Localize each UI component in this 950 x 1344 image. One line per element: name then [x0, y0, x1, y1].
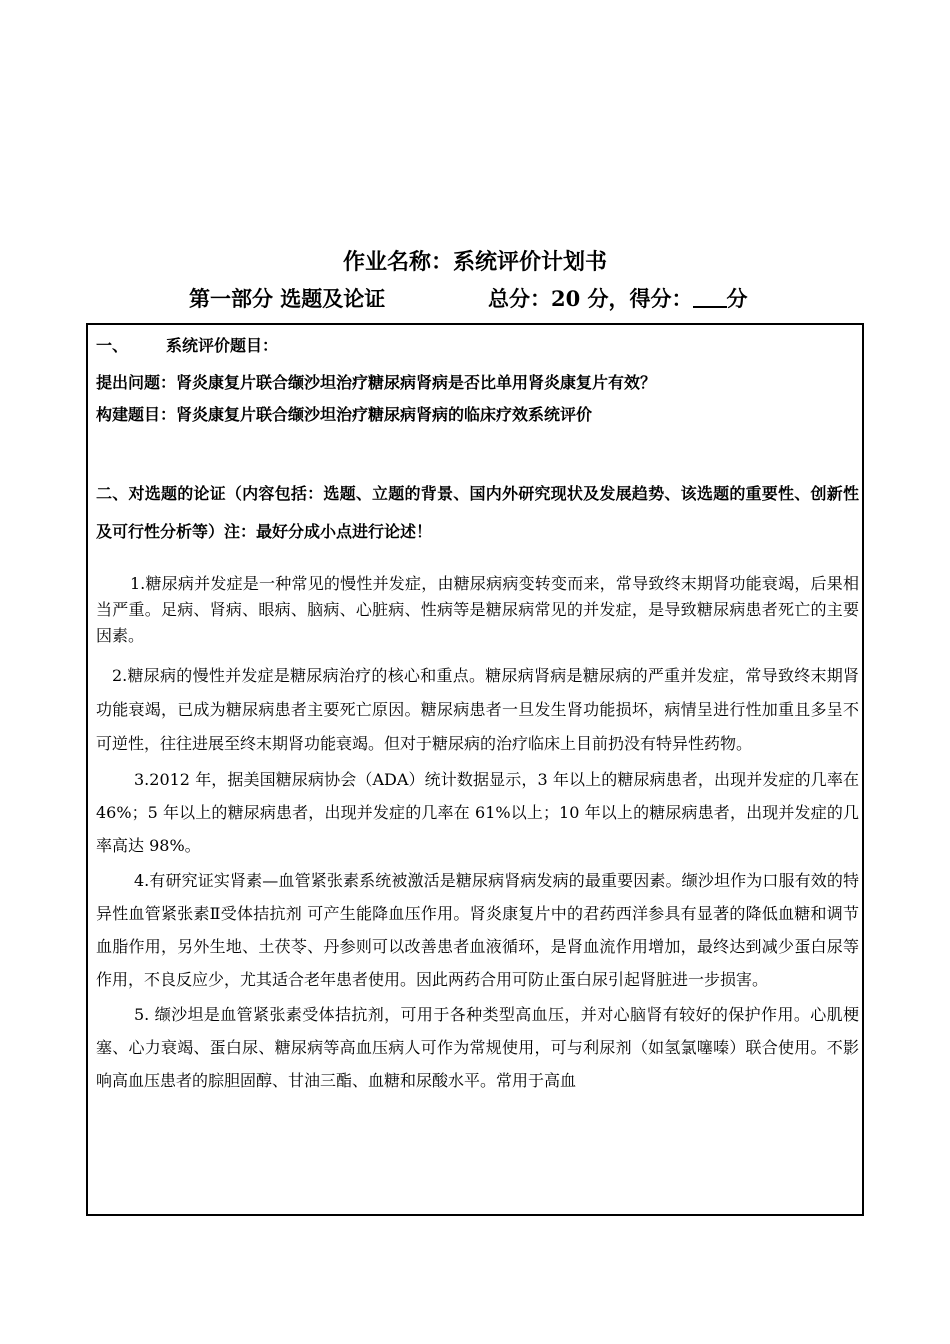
score-blank	[693, 284, 727, 308]
score-line	[488, 282, 748, 316]
score-suffix: 分	[726, 286, 748, 311]
research-question: 提出问题：肾炎康复片联合缬沙坦治疗糖尿病肾病是否比单用肾炎康复片有效？	[96, 373, 657, 392]
document-subtitle	[189, 282, 849, 316]
section2-heading: 二、对选题的论证（内容包括：选题、立题的背景、国内外研究现状及发展趋势、该选题的重要性、创新性及可行性分析等）注：最好分成小点进行论述！	[96, 484, 859, 541]
section1-heading	[96, 331, 859, 361]
section1-number: 一、	[96, 336, 129, 355]
research-topic: 构建题目：肾炎康复片联合缬沙坦治疗糖尿病肾病的临床疗效系统评价	[96, 405, 593, 424]
content-box	[86, 323, 864, 1216]
document-title: 作业名称：系统评价计划书	[342, 249, 607, 275]
part-label: 第一部分 选题及论证	[189, 286, 386, 311]
section1-label: 系统评价题目：	[166, 336, 279, 355]
score-prefix: 总分：20 分，得分：	[488, 286, 693, 311]
paragraph-3: 3.2012 年，据美国糖尿病协会（ADA）统计数据显示，3 年以上的糖尿病患者，出现并发症的几率在 46%；5 年以上的糖尿病患者，出现并发症的几率在 61%以上；10 年以上的糖尿病患者，出现并发症的几率高达 98%。	[96, 770, 859, 855]
paragraph-1: 1.糖尿病并发症是一种常见的慢性并发症，由糖尿病病变转变而来，常导致终末期肾功能衰竭，后果相当严重。足病、肾病、眼病、脑病、心脏病、性病等是糖尿病常见的并发症，是导致糖尿病患者死亡的主要因素。	[96, 574, 859, 645]
paragraph-2: 2.糖尿病的慢性并发症是糖尿病治疗的核心和重点。糖尿病肾病是糖尿病的严重并发症，常导致终末期肾功能衰竭，已成为糖尿病患者主要死亡原因。糖尿病患者一旦发生肾功能损坏，病情呈进行性加重且多呈不可逆性，往往进展至终末期肾功能衰竭。但对于糖尿病的治疗临床上目前扔没有特异性药物。	[96, 666, 859, 753]
paragraph-5: 5. 缬沙坦是血管紧张素受体拮抗剂，可用于各种类型高血压，并对心脑肾有较好的保护作用。心肌梗塞、心力衰竭、蛋白尿、糖尿病等高血压病人可作为常规使用，可与利尿剂（如氢氯噻嗪）联合使用。不影响高血压患者的腙胆固醇、甘油三酯、血糖和尿酸水平。常用于高血	[96, 1005, 859, 1090]
content-inner	[96, 331, 859, 1097]
paragraph-4: 4.有研究证实肾素—血管紧张素系统被激活是糖尿病肾病发病的最重要因素。缬沙坦作为口服有效的特异性血管紧张素Ⅱ受体拮抗剂 可产生能降血压作用。肾炎康复片中的君药西洋参具有显著的降低血糖和调节血脂作用，另外生地、土茯苓、丹参则可以改善患者血液循环，是肾血流作用增加，最终达到减少蛋白尿等作用，不良反应少，尤其适合老年患者使用。因此两药合用可防止蛋白尿引起肾脏进一步损害。	[96, 871, 859, 989]
